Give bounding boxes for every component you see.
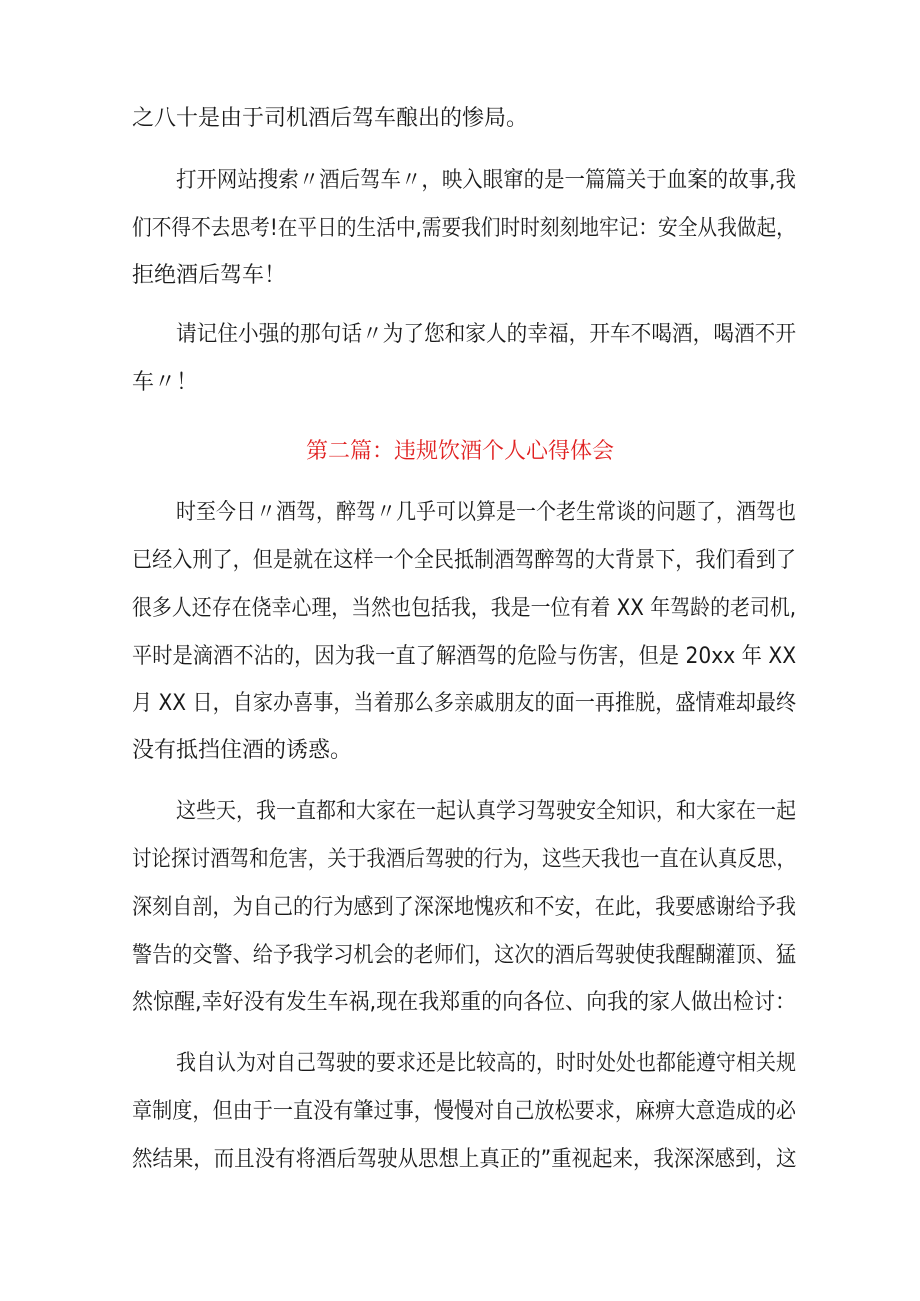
paragraph-line: 月 XX 日，自家办喜事，当着那么多亲戚朋友的面一再推脱，盛情难却最终 [132, 691, 797, 716]
paragraph-line: 这些天，我一直都和大家在一起认真学习驾驶安全知识，和大家在一起 [176, 799, 797, 824]
paragraph-line: 深刻自剖，为自己的行为感到了深深地愧疚和不安，在此，我要感谢给予我 [132, 895, 797, 920]
paragraph-line: 没有抵挡住酒的诱惑。 [132, 738, 353, 763]
paragraph-line: 我自认为对自己驾驶的要求还是比较高的，时时处处也都能遵守相关规 [176, 1051, 797, 1076]
paragraph-line: 拒绝酒后驾车！ [132, 263, 287, 288]
paragraph-line: 已经入刑了，但是就在这样一个全民抵制酒驾醉驾的大背景下，我们看到了 [132, 548, 797, 573]
section-heading: 第二篇：违规饮酒个人心得体会 [305, 439, 614, 464]
paragraph-line: 车〃！ [132, 370, 199, 395]
paragraph-line: 很多人还存在侥幸心理，当然也包括我，我是一位有着 XX 年驾龄的老司机, [132, 596, 797, 621]
paragraph-line: 时至今日〃酒驾，醉驾〃几乎可以算是一个老生常谈的问题了，酒驾也 [176, 500, 797, 525]
paragraph-line: 然惊醒,幸好没有发生车祸,现在我郑重的向各位、向我的家人做出检讨： [132, 990, 796, 1015]
paragraph-line: 平时是滴酒不沾的，因为我一直了解酒驾的危险与伤害，但是 20xx 年 XX [132, 644, 797, 669]
paragraph-line: 请记住小强的那句话〃为了您和家人的幸福，开车不喝酒，喝酒不开 [176, 322, 797, 347]
paragraph-line: 们不得不去思考!在平日的生活中,需要我们时时刻刻地牢记：安全从我做起， [132, 216, 796, 241]
paragraph-line: 讨论探讨酒驾和危害，关于我酒后驾驶的行为，这些天我也一直在认真反思， [132, 847, 797, 872]
paragraph-line: 之八十是由于司机酒后驾车酿出的惨局。 [132, 106, 529, 131]
paragraph-line: 打开网站搜索〃酒后驾车〃，映入眼窜的是一篇篇关于血案的故事,我 [176, 168, 796, 193]
paragraph-line: 警告的交警、给予我学习机会的老师们，这次的酒后驾驶使我醒醐灌顶、猛 [132, 943, 797, 968]
paragraph-line: 然结果，而且没有将酒后驾驶从思想上真正的”重视起来，我深深感到，这 [132, 1147, 797, 1172]
paragraph-line: 章制度，但由于一直没有肇过事，慢慢对自己放松要求，麻痹大意造成的必 [132, 1099, 797, 1124]
